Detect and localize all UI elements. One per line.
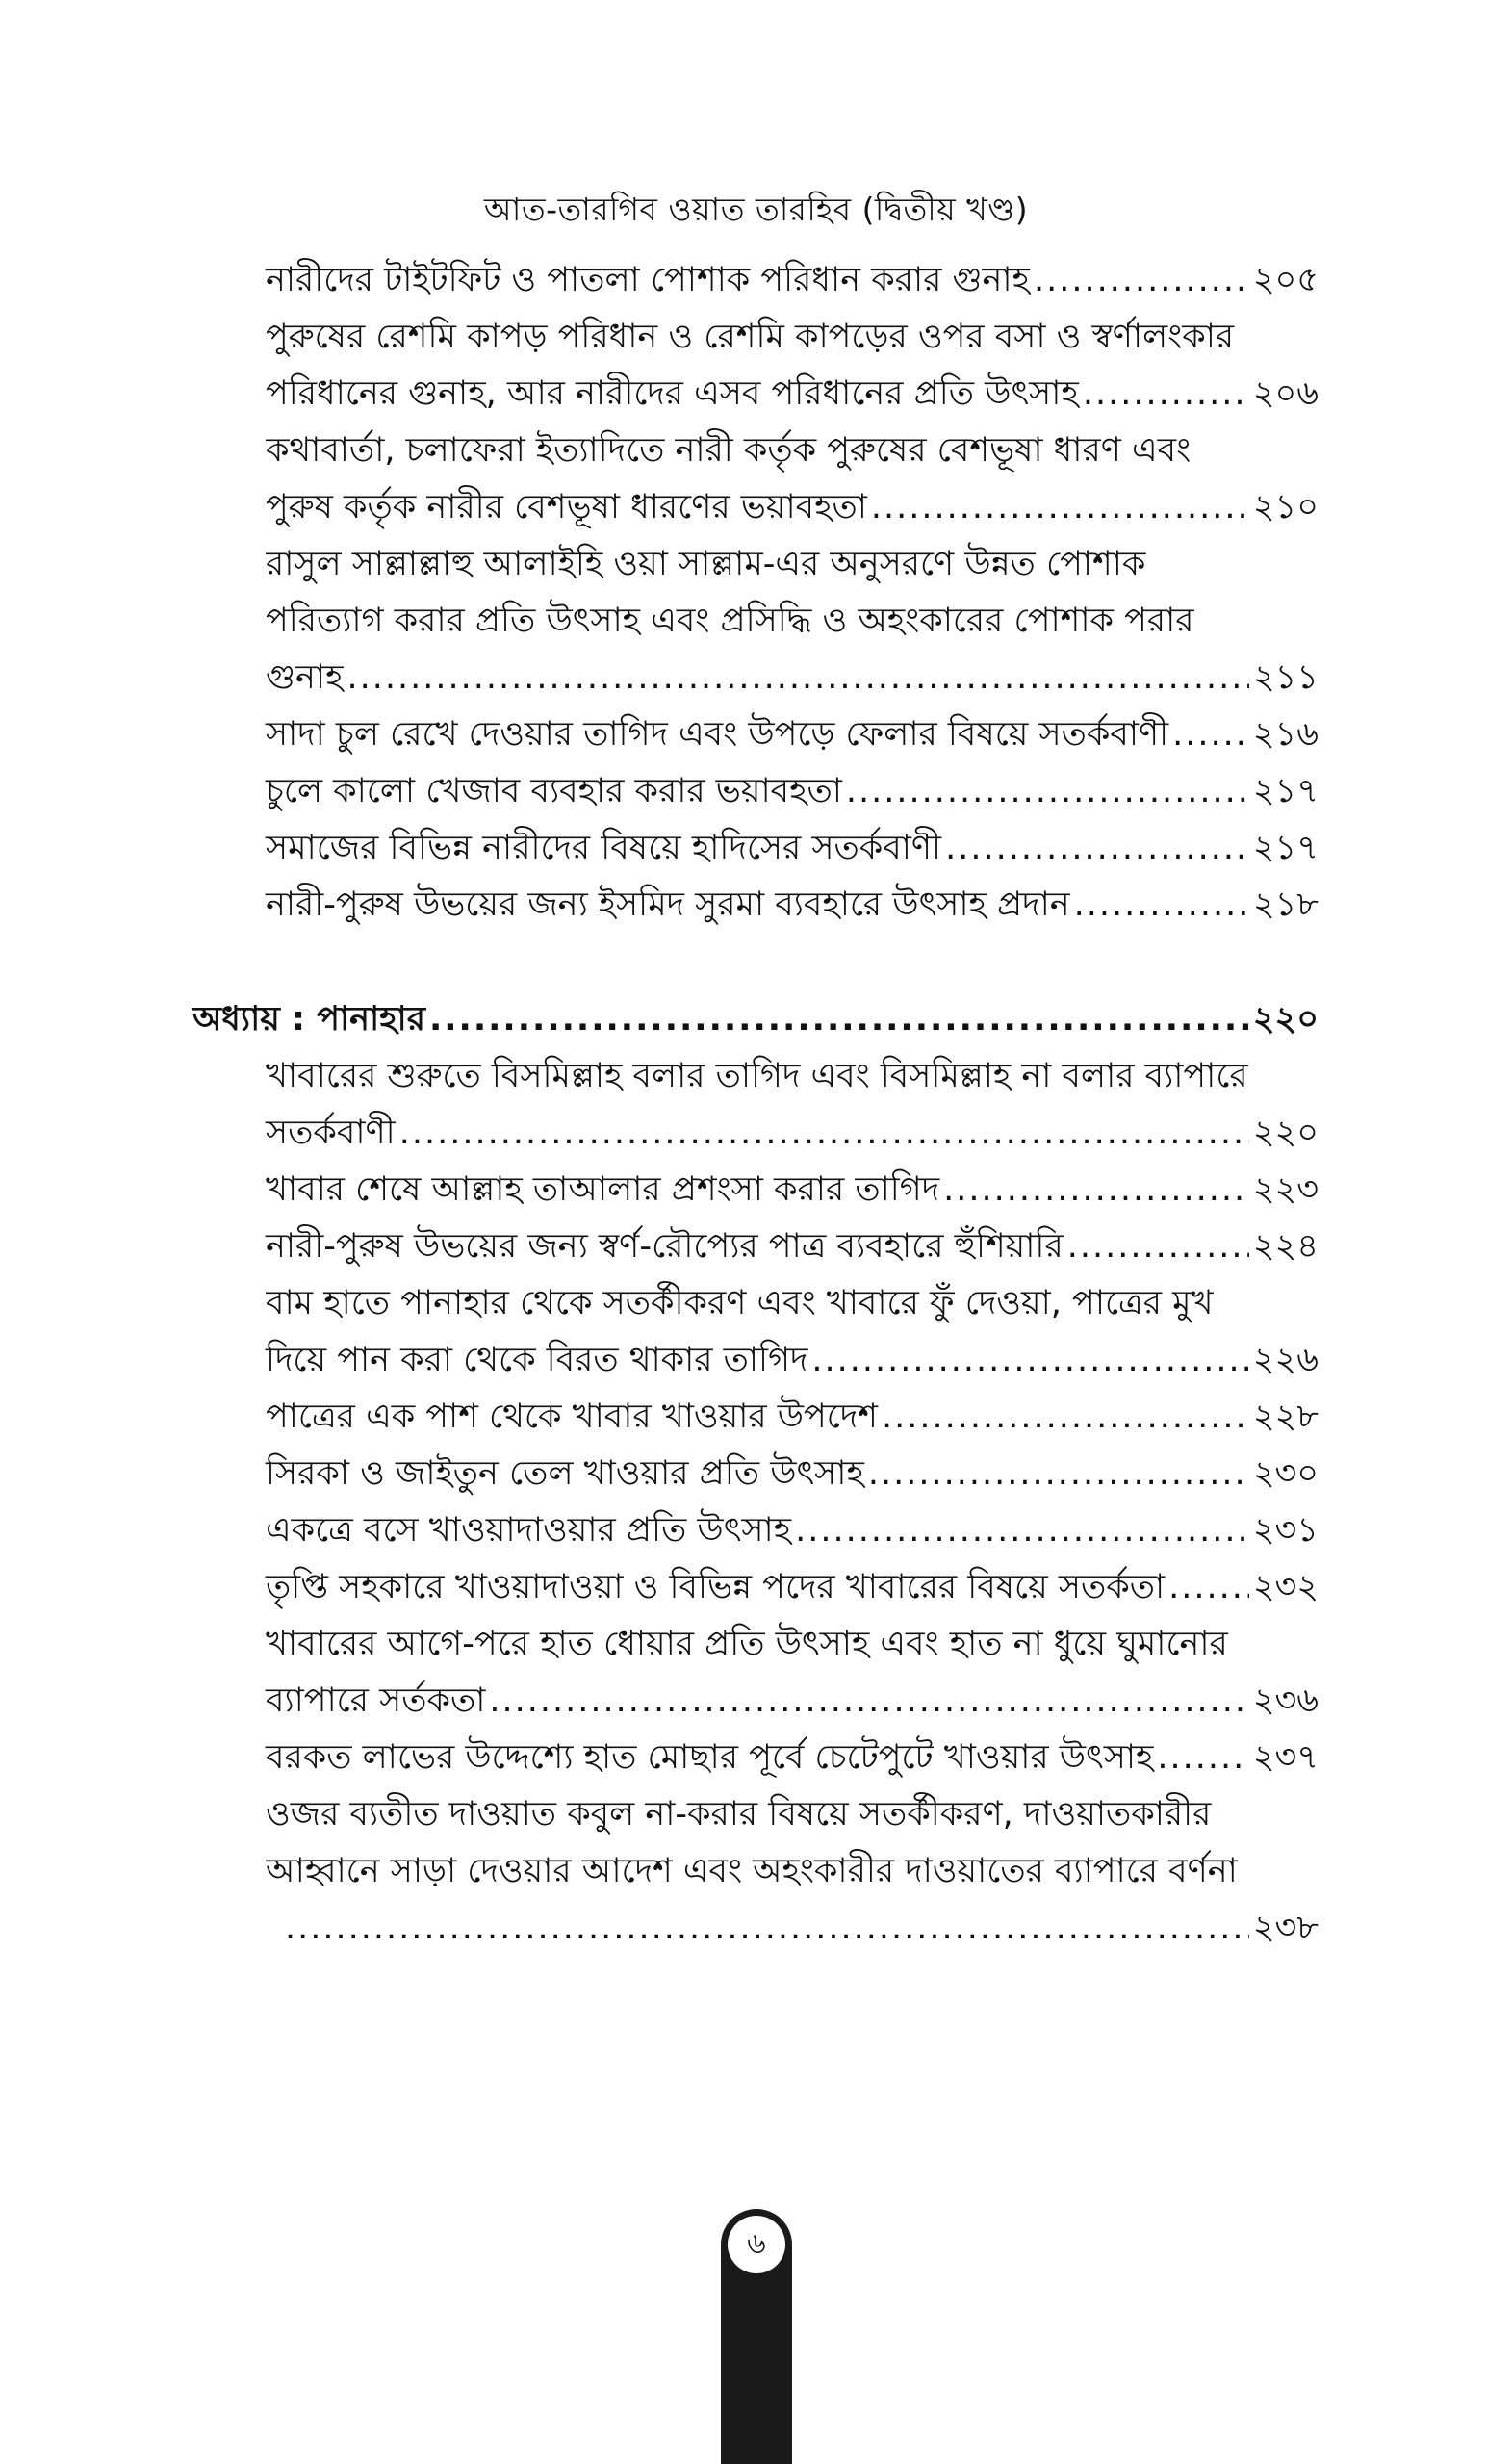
leader-dots xyxy=(1067,1219,1249,1275)
toc-entry-title: গুনাহ xyxy=(266,658,344,697)
chapter-heading[interactable] xyxy=(192,991,1319,1048)
toc-entry-page: ২০৫ xyxy=(1252,261,1319,299)
toc-entry-page: ২৩৭ xyxy=(1252,1738,1319,1777)
toc-entry[interactable] xyxy=(266,1048,1319,1162)
toc-entry-title: চুলে কালো খেজাব ব্যবহার করার ভয়াবহতা xyxy=(266,772,842,810)
leader-dots xyxy=(1172,706,1249,763)
leader-dots xyxy=(399,1105,1249,1162)
toc-entry[interactable] xyxy=(266,1162,1319,1219)
chapter-page: ২২০ xyxy=(1252,1000,1319,1039)
leader-dots xyxy=(1083,366,1249,423)
leader-dots xyxy=(1034,252,1249,309)
toc-entry[interactable] xyxy=(266,536,1319,706)
toc-entry-line: খাবারের আগে-পরে হাত ধোয়ার প্রতি উৎসাহ এবং হাত না ধুয়ে ঘুমানোর xyxy=(266,1625,1228,1663)
toc-entry[interactable] xyxy=(266,423,1319,536)
toc-section-after xyxy=(192,1048,1319,1957)
leader-dots xyxy=(882,1389,1249,1446)
toc-entry-page: ২৩৬ xyxy=(1252,1681,1319,1720)
toc-entry-page: ২২৬ xyxy=(1252,1341,1319,1379)
toc-entry[interactable] xyxy=(266,1730,1319,1786)
toc-entry-page: ২১১ xyxy=(1252,658,1319,697)
toc-entry-title: ব্যাপারে সর্তকতা xyxy=(266,1681,486,1720)
toc-entry[interactable] xyxy=(266,1446,1319,1502)
toc-entry[interactable] xyxy=(266,309,1319,423)
toc-entry[interactable] xyxy=(266,1389,1319,1446)
toc-entry-page: ২৩২ xyxy=(1252,1568,1319,1606)
toc-entry-title: সাদা চুল রেখে দেওয়ার তাগিদ এবং উপড়ে ফেলার বিষয়ে সতর্কবাণী xyxy=(266,715,1169,754)
toc-entry[interactable] xyxy=(266,1559,1319,1616)
leader-dots xyxy=(868,1446,1249,1502)
toc-entry-page: ২১৮ xyxy=(1252,886,1319,924)
leader-dots xyxy=(285,1900,1249,1957)
toc-entry[interactable] xyxy=(266,1275,1319,1389)
toc-entry[interactable] xyxy=(266,1502,1319,1559)
toc-entry-title: সমাজের বিভিন্ন নারীদের বিষয়ে হাদিসের সতর্কবাণী xyxy=(266,829,942,867)
toc-entry-line: ওজর ব্যতীত দাওয়াত কবুল না-করার বিষয়ে সতর্কীকরণ, দাওয়াতকারীর xyxy=(266,1795,1212,1834)
toc-entry-line: আহ্বানে সাড়া দেওয়ার আদেশ এবং অহংকারীর দাওয়াতের ব্যাপারে বর্ণনা xyxy=(266,1852,1238,1890)
toc-entry-title: বরকত লাভের উদ্দেশ্যে হাত মোছার পূর্বে চেটেপুটে খাওয়ার উৎসাহ xyxy=(266,1738,1154,1777)
toc-entry-page: ২১৭ xyxy=(1252,772,1319,810)
toc-entry-line: বাম হাতে পানাহার থেকে সতর্কীকরণ এবং খাবারে ফুঁ দেওয়া, পাত্রের মুখ xyxy=(266,1284,1214,1322)
leader-dots xyxy=(811,1332,1248,1389)
toc-entry-page: ২২৮ xyxy=(1252,1398,1319,1436)
chapter-title: অধ্যায় : পানাহার xyxy=(192,1000,425,1039)
leader-dots xyxy=(1074,877,1249,934)
toc-entry-title: নারী-পুরুষ উভয়ের জন্য স্বর্ণ-রৌপ্যের পাত্র ব্যবহারে হুঁশিয়ারি xyxy=(266,1227,1064,1266)
toc-entry-title: সতর্কবাণী xyxy=(266,1114,396,1152)
toc-entry-line: খাবারের শুরুতে বিসমিল্লাহ বলার তাগিদ এবং বিসমিল্লাহ না বলার ব্যাপারে xyxy=(266,1057,1248,1095)
toc-entry-title: একত্রে বসে খাওয়াদাওয়ার প্রতি উৎসাহ xyxy=(266,1511,792,1550)
toc-entry[interactable] xyxy=(266,1786,1319,1957)
toc-entry-title: খাবার শেষে আল্লাহ তাআলার প্রশংসা করার তাগিদ xyxy=(266,1170,940,1209)
leader-dots xyxy=(1168,1559,1249,1616)
toc-entry-title: নারীদের টাইটফিট ও পাতলা পোশাক পরিধান করার গুনাহ xyxy=(266,261,1030,299)
toc-entry-line: রাসুল সাল্লাল্লাহু আলাইহি ওয়া সাল্লাম-এর অনুসরণে উন্নত পোশাক xyxy=(266,545,1146,583)
leader-dots xyxy=(943,1162,1249,1219)
toc-entry[interactable] xyxy=(266,706,1319,763)
toc-entry[interactable] xyxy=(266,763,1319,820)
toc-entry[interactable] xyxy=(266,252,1319,309)
page-number: ৬ xyxy=(728,2216,785,2273)
leader-dots xyxy=(489,1673,1248,1730)
toc-entry-page: ২৩১ xyxy=(1252,1511,1319,1550)
leader-dots xyxy=(871,479,1249,536)
toc-entry-title: পুরুষ কর্তৃক নারীর বেশভূষা ধারণের ভয়াবহতা xyxy=(266,488,867,526)
toc-entry-page: ২০৬ xyxy=(1252,374,1319,413)
leader-dots xyxy=(429,991,1249,1048)
toc-section-before xyxy=(192,252,1319,934)
running-head: আত-তারগিব ওয়াত তারহিব (দ্বিতীয় খণ্ড) xyxy=(483,191,1029,228)
toc-entry-title: তৃপ্তি সহকারে খাওয়াদাওয়া ও বিভিন্ন পদের খাবারের বিষয়ে সতর্কতা xyxy=(266,1568,1166,1606)
page-number-tab xyxy=(721,2209,792,2464)
toc-entry-title: পরিধানের গুনাহ, আর নারীদের এসব পরিধানের প্রতি উৎসাহ xyxy=(266,374,1079,413)
toc-entry-line: পরিত্যাগ করার প্রতি উৎসাহ এবং প্রসিদ্ধি ও অহংকারের পোশাক পরার xyxy=(266,602,1194,640)
toc-entry-page: ২২৩ xyxy=(1252,1170,1319,1209)
leader-dots xyxy=(795,1502,1249,1559)
leader-dots xyxy=(346,650,1248,706)
toc-entry-page: ২১৬ xyxy=(1252,715,1319,754)
leader-dots xyxy=(945,820,1249,877)
toc-entry[interactable] xyxy=(266,877,1319,934)
toc-entry-title: দিয়ে পান করা থেকে বিরত থাকার তাগিদ xyxy=(266,1341,808,1379)
toc-entry-page: ২২০ xyxy=(1252,1114,1319,1152)
toc-entry-page: ২২৪ xyxy=(1252,1227,1319,1266)
toc-entry-title: পাত্রের এক পাশ থেকে খাবার খাওয়ার উপদেশ xyxy=(266,1398,878,1436)
toc-entry[interactable] xyxy=(266,1219,1319,1275)
toc-entry[interactable] xyxy=(266,1616,1319,1730)
leader-dots xyxy=(1157,1730,1248,1786)
table-of-contents xyxy=(192,252,1319,1957)
toc-entry-page: ২১০ xyxy=(1252,488,1319,526)
toc-entry-page: ২৩০ xyxy=(1252,1454,1319,1493)
toc-entry[interactable] xyxy=(266,820,1319,877)
leader-dots xyxy=(846,763,1249,820)
toc-entry-title: সিরকা ও জাইতুন তেল খাওয়ার প্রতি উৎসাহ xyxy=(266,1454,864,1493)
toc-entry-line: পুরুষের রেশমি কাপড় পরিধান ও রেশমি কাপড়ের ওপর বসা ও স্বর্ণালংকার xyxy=(266,318,1235,356)
toc-entry-page: ২১৭ xyxy=(1252,829,1319,867)
toc-entry-page: ২৩৮ xyxy=(1252,1909,1319,1947)
toc-entry-line: কথাবার্তা, চলাফেরা ইত্যাদিতে নারী কর্তৃক পুরুষের বেশভূষা ধারণ এবং xyxy=(266,431,1192,470)
toc-entry-title: নারী-পুরুষ উভয়ের জন্য ইসমিদ সুরমা ব্যবহারে উৎসাহ প্রদান xyxy=(266,886,1070,924)
